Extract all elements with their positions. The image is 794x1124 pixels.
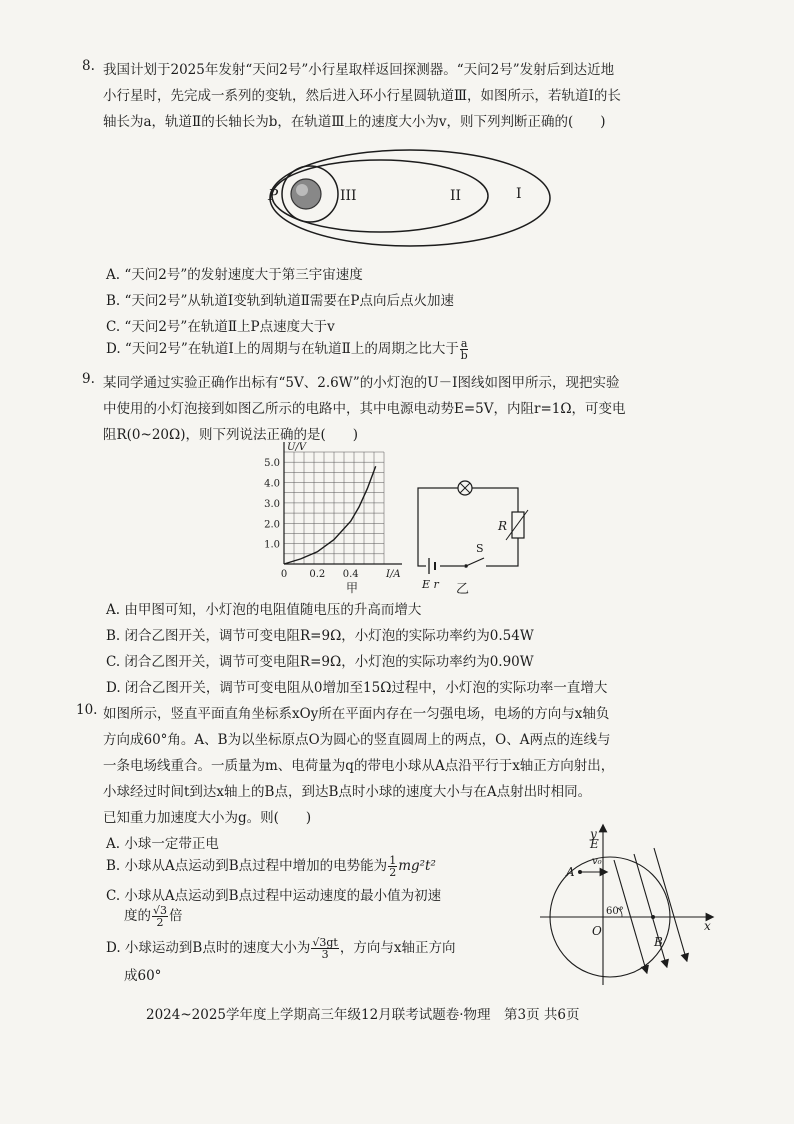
question-text-line: 小球经过时间t到达x轴上的B点，到达B点时小球的速度大小与在A点射出时相同。 bbox=[103, 784, 592, 800]
option-d-continued: 成60° bbox=[124, 968, 162, 984]
figure-caption: 甲 bbox=[346, 581, 359, 595]
circuit-diagram-yi bbox=[410, 474, 530, 596]
orbit-2-label: II bbox=[450, 188, 462, 204]
x-tick-label: 0.4 bbox=[342, 569, 359, 580]
y-axis-label: U/V bbox=[287, 442, 307, 453]
question-text-line: 我国计划于2025年发射“天问2号”小行星取样返回探测器。“天问2号”发射后到达近地 bbox=[103, 62, 615, 78]
figure-caption: 乙 bbox=[456, 582, 470, 596]
question-text-line: 已知重力加速度大小为g。则( ) bbox=[103, 810, 312, 826]
origin-label: O bbox=[592, 924, 602, 938]
ui-curve bbox=[284, 466, 376, 564]
asteroid-highlight bbox=[296, 184, 308, 196]
option-d bbox=[106, 337, 469, 361]
battery-label: E r bbox=[422, 578, 439, 591]
option-c: C. “天问2号”在轨道Ⅱ上P点速度大于v bbox=[106, 319, 335, 335]
question-text-line: 一条电场线重合。一质量为m、电荷量为q的带电小球从A点沿平行于x轴正方向射出， bbox=[103, 758, 615, 774]
point-b-dot bbox=[651, 915, 655, 919]
x-tick-label: 0 bbox=[280, 569, 288, 580]
field-label: E bbox=[590, 837, 599, 851]
option-d-text: D. “天问2号”在轨道Ⅰ上的周期与在轨道Ⅱ上的周期之比大于 bbox=[106, 341, 459, 357]
y-tick-label: 1.0 bbox=[264, 539, 280, 551]
option-d: D. 小球运动到B点时的速度大小为 $\frac{√3gt}{3}$ ，方向与x轴正方向 bbox=[106, 936, 456, 961]
fraction-sqrt3-over-2: $\frac{√3}{2}$ bbox=[153, 904, 168, 929]
angle-label: 60° bbox=[606, 906, 624, 917]
question-text-line: 阻R(0~20Ω)，则下列说法正确的是( ) bbox=[103, 427, 359, 443]
page-footer: 2024~2025学年度上学期高三年级12月联考试题卷·物理 第3页 共6页 bbox=[146, 1007, 580, 1023]
option-b: B. “天问2号”从轨道Ⅰ变轨到轨道Ⅱ需要在P点向后点火加速 bbox=[106, 293, 454, 309]
option-c: C. 小球从A点运动到B点过程中运动速度的最小值为初速 bbox=[106, 888, 442, 904]
point-a-label: A bbox=[566, 865, 575, 879]
option-b: B. 闭合乙图开关，调节可变电阻R=9Ω，小灯泡的实际功率约为0.54W bbox=[106, 628, 534, 644]
fraction-sqrt3gt-over-3: $\frac{√3gt}{3}$ bbox=[312, 936, 338, 961]
question-number: 8. bbox=[82, 58, 95, 74]
point-p-label: P bbox=[268, 186, 279, 204]
option-a: A. “天问2号”的发射速度大于第三宇宙速度 bbox=[106, 267, 363, 283]
option-c-continued: 度的 $\frac{√3}{2}$ 倍 bbox=[124, 904, 183, 929]
question-number: 9. bbox=[82, 371, 95, 387]
rheostat-icon bbox=[512, 512, 524, 538]
ui-graph-jia bbox=[252, 436, 412, 596]
question-text-line: 中使用的小灯泡接到如图乙所示的电路中，其中电源电动势E=5V，内阻r=1Ω，可变电 bbox=[103, 401, 626, 417]
y-tick-label: 4.0 bbox=[264, 478, 280, 490]
orbit-diagram bbox=[260, 148, 560, 258]
y-tick-label: 5.0 bbox=[264, 458, 280, 470]
question-text-line: 方向成60°角。A、B为以坐标原点O为圆心的竖直圆周上的两点，O、A两点的连线与 bbox=[103, 732, 611, 748]
y-tick-label: 3.0 bbox=[264, 498, 280, 510]
rheostat-label: R bbox=[498, 519, 508, 533]
switch-label: S bbox=[476, 542, 484, 555]
point-a-dot bbox=[578, 870, 582, 874]
velocity-label: v₀ bbox=[592, 856, 602, 867]
battery-gap bbox=[426, 560, 440, 572]
fraction-a-over-b: $\frac{a}{b}$ bbox=[460, 337, 468, 362]
x-axis-label: x bbox=[704, 919, 711, 933]
orbit-1-label: I bbox=[516, 186, 522, 202]
question-text-line: 如图所示，竖直平面直角坐标系xOy所在平面内存在一匀强电场，电场的方向与x轴负 bbox=[103, 706, 610, 722]
question-number: 10. bbox=[76, 702, 98, 718]
question-text-line: 小行星时，先完成一系列的变轨，然后进入环小行星圆轨道Ⅲ，如图所示，若轨道Ⅰ的长 bbox=[103, 88, 621, 104]
fraction-one-half: $\frac{1}{2}$ bbox=[389, 854, 397, 879]
question-text-line: 某同学通过实验正确作出标有“5V、2.6W”的小灯泡的U－I图线如图甲所示，现把实验 bbox=[103, 375, 620, 391]
y-axis-label: y bbox=[590, 827, 597, 841]
option-a: A. 由甲图可知，小灯泡的电阻值随电压的升高而增大 bbox=[106, 602, 422, 618]
option-d: D. 闭合乙图开关，调节可变电阻从0增加至15Ω过程中，小灯泡的实际功率一直增大 bbox=[106, 680, 608, 696]
option-a: A. 小球一定带正电 bbox=[106, 836, 219, 852]
x-axis-label: I/A bbox=[386, 569, 401, 580]
question-text-line: 轴长为a，轨道Ⅱ的长轴长为b，在轨道Ⅲ上的速度大小为v，则下列判断正确的( ) bbox=[103, 114, 606, 130]
point-b-label: B bbox=[654, 935, 663, 949]
electric-field-diagram bbox=[530, 820, 720, 990]
option-b: B. 小球从A点运动到B点过程中增加的电势能为 $\frac{1}{2}$ mg²t² bbox=[106, 854, 436, 879]
option-c: C. 闭合乙图开关，调节可变电阻R=9Ω，小灯泡的实际功率约为0.90W bbox=[106, 654, 534, 670]
y-tick-label: 2.0 bbox=[264, 519, 280, 531]
orbit-3-label: III bbox=[340, 188, 357, 204]
x-tick-label: 0.2 bbox=[309, 569, 326, 580]
